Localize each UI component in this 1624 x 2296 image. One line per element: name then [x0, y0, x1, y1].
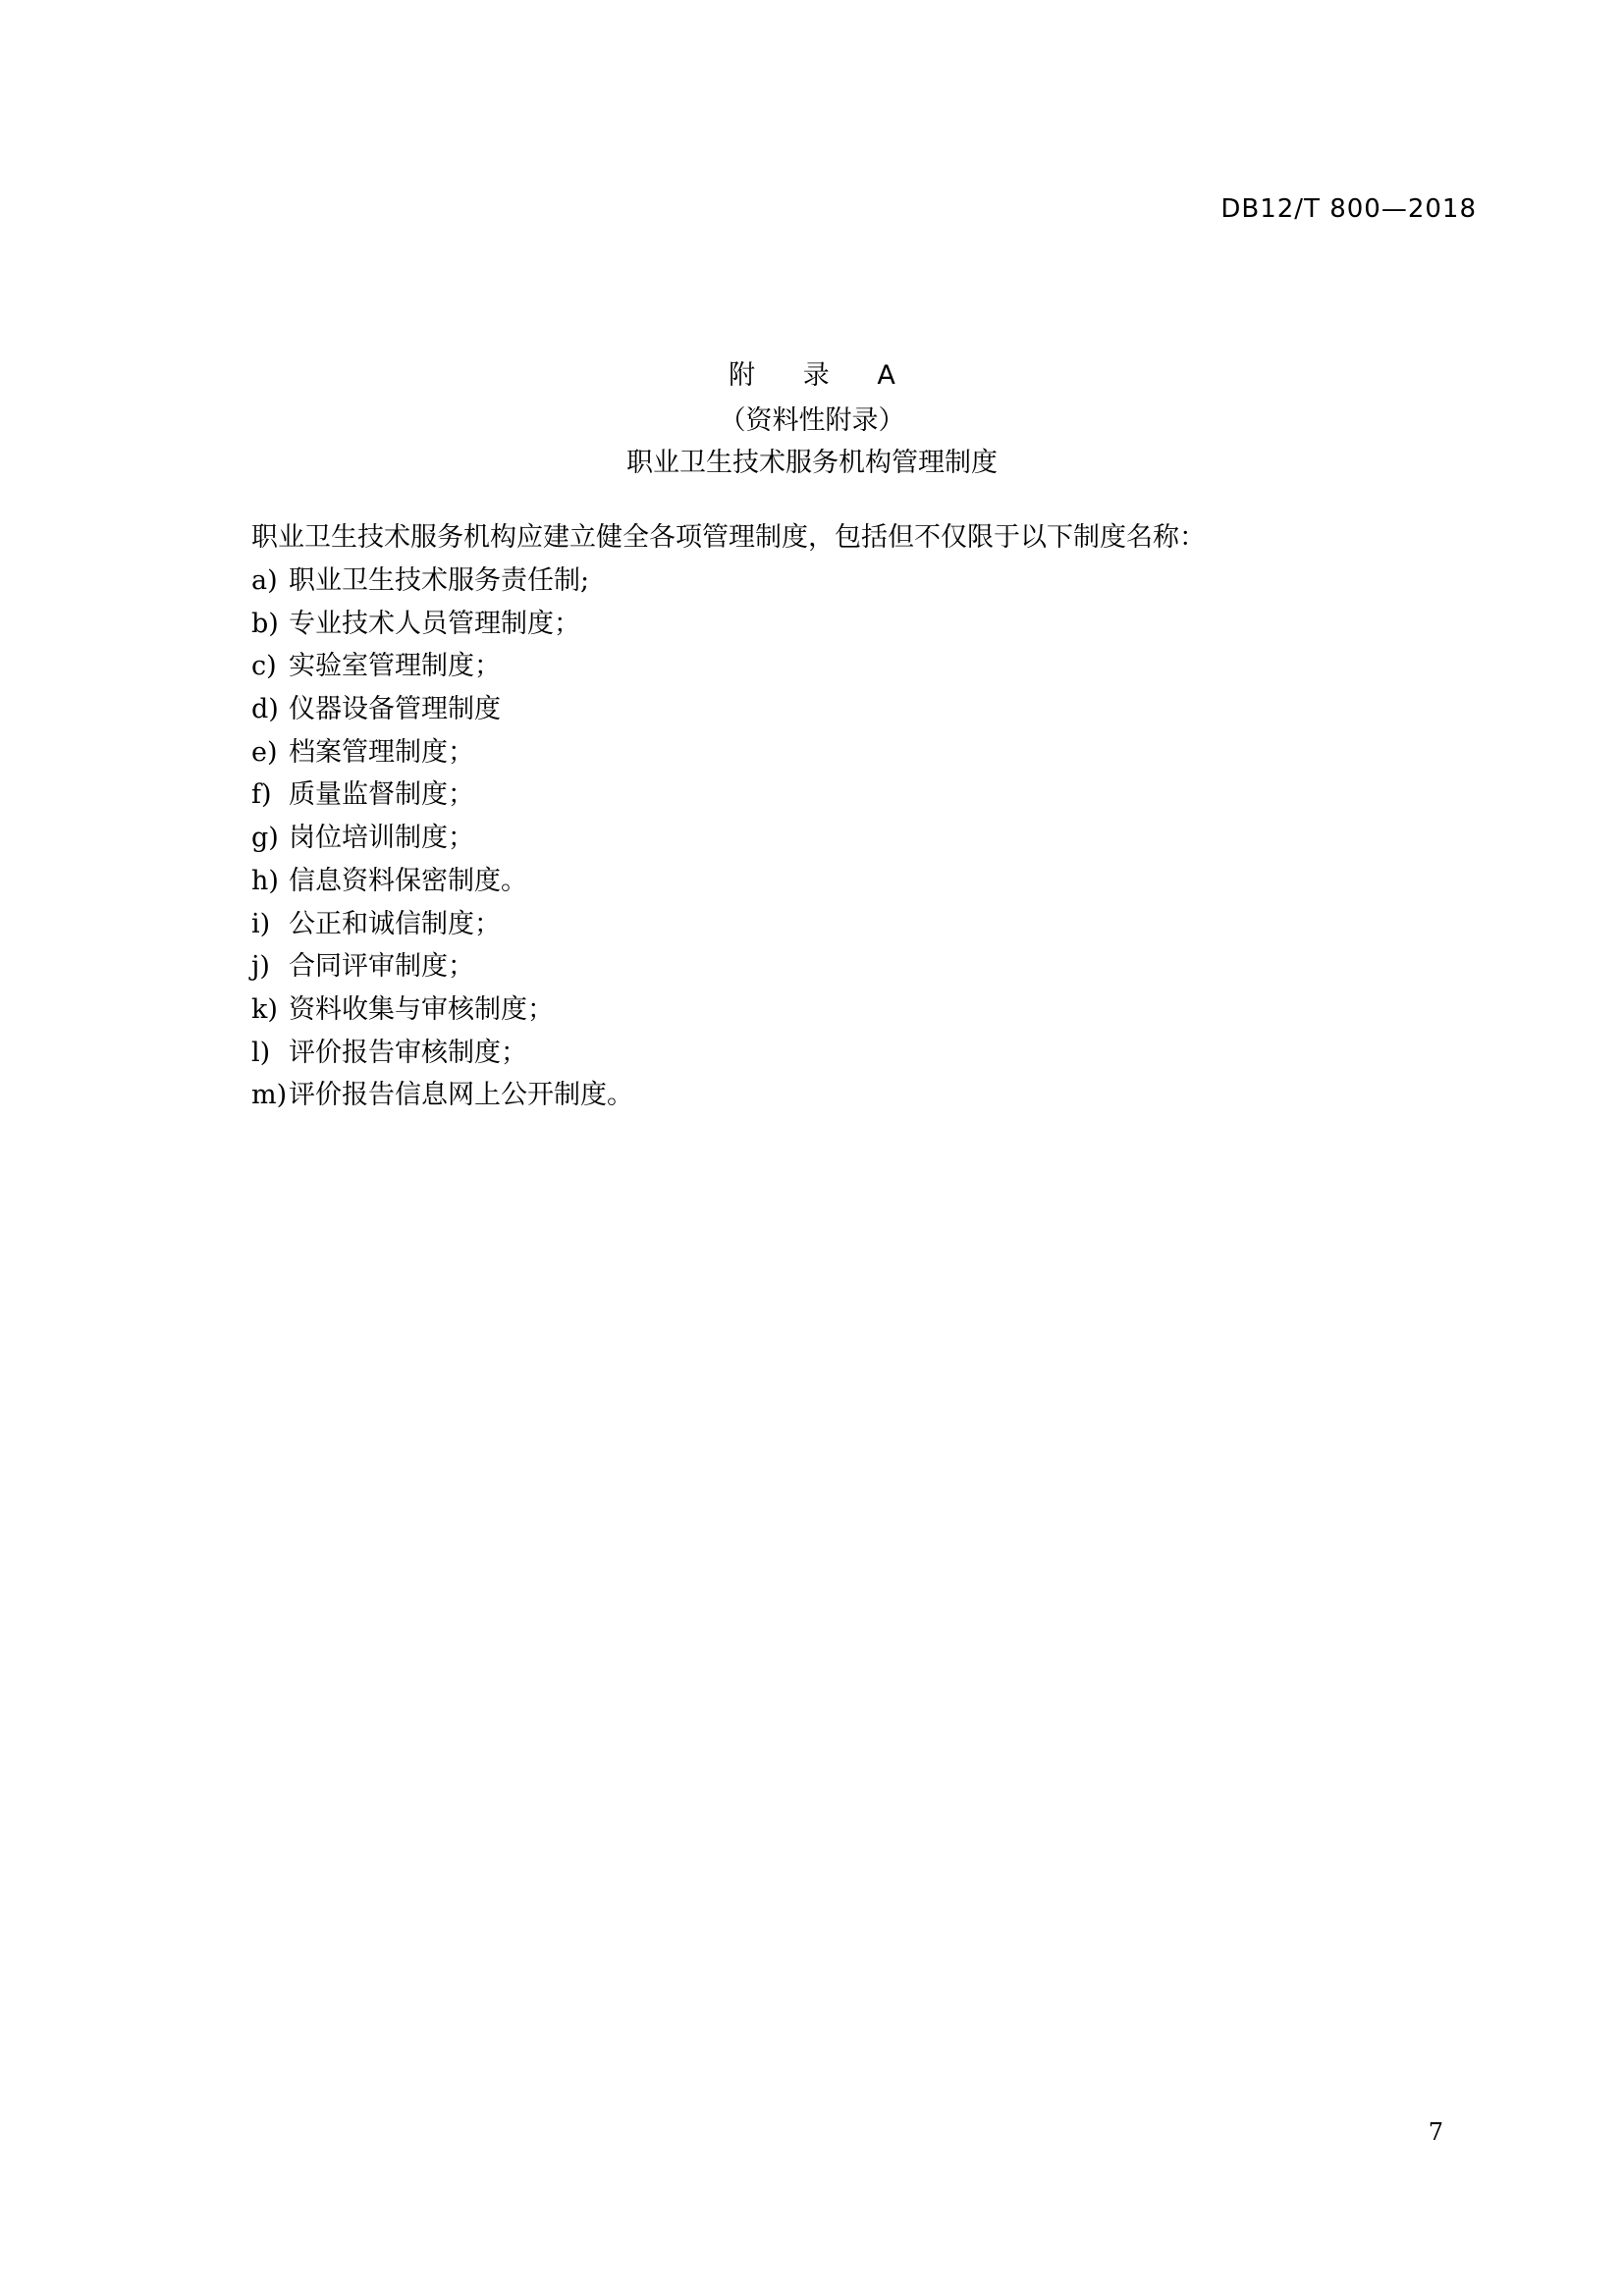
list-item-marker: e) — [251, 736, 278, 768]
list-item-text: 仪器设备管理制度 — [289, 694, 501, 725]
appendix-label: 附 录 A — [729, 360, 915, 391]
list-item-marker: d) — [251, 694, 279, 725]
list-item-text: 岗位培训制度； — [289, 823, 474, 854]
list-item-marker: l) — [251, 1037, 271, 1068]
appendix-body — [251, 516, 1430, 1117]
list-item-marker: c) — [251, 651, 277, 682]
list-item-text: 评价报告信息网上公开制度。 — [289, 1080, 633, 1111]
list-item-text: 公正和诚信制度； — [289, 908, 501, 939]
list-item — [251, 774, 1430, 817]
list-item — [251, 1032, 1430, 1075]
list-item-marker: a) — [251, 565, 278, 596]
list-item-marker: m) — [251, 1080, 288, 1111]
list-item-marker: k) — [251, 993, 278, 1025]
list-item — [251, 988, 1430, 1032]
list-item-text: 实验室管理制度； — [289, 651, 501, 682]
list-item-marker: h) — [251, 865, 279, 896]
list-item-text: 信息资料保密制度。 — [289, 865, 527, 896]
appendix-type: （资料性附录） — [719, 405, 905, 436]
list-item-text: 合同评审制度； — [289, 951, 474, 983]
list-item-marker: b) — [251, 608, 279, 639]
regulation-list — [251, 560, 1430, 1117]
list-item-text: 职业卫生技术服务责任制; — [289, 565, 590, 596]
appendix-title: 职业卫生技术服务机构管理制度 — [626, 448, 998, 478]
list-item — [251, 817, 1430, 860]
list-item-text: 档案管理制度； — [289, 736, 474, 768]
appendix-heading — [0, 355, 1624, 485]
list-item — [251, 1074, 1430, 1117]
list-item — [251, 903, 1430, 946]
list-item-marker: i) — [251, 908, 271, 939]
list-item-text: 质量监督制度； — [289, 779, 474, 811]
list-item-text: 资料收集与审核制度； — [289, 993, 554, 1025]
list-item-text: 评价报告审核制度； — [289, 1037, 527, 1068]
list-item-marker: j) — [251, 951, 270, 983]
list-item — [251, 645, 1430, 688]
list-item — [251, 688, 1430, 731]
list-item — [251, 860, 1430, 903]
list-item-marker: f) — [251, 779, 272, 811]
list-item — [251, 945, 1430, 988]
list-item — [251, 731, 1430, 774]
list-item — [251, 603, 1430, 646]
list-item — [251, 560, 1430, 603]
list-item-marker: g) — [251, 823, 279, 854]
page-number: 7 — [1428, 2118, 1443, 2146]
list-item-text: 专业技术人员管理制度； — [289, 608, 580, 639]
intro-paragraph: 职业卫生技术服务机构应建立健全各项管理制度，包括但不仅限于以下制度名称： — [251, 522, 1206, 553]
document-code: DB12/T 800—2018 — [1220, 194, 1477, 224]
